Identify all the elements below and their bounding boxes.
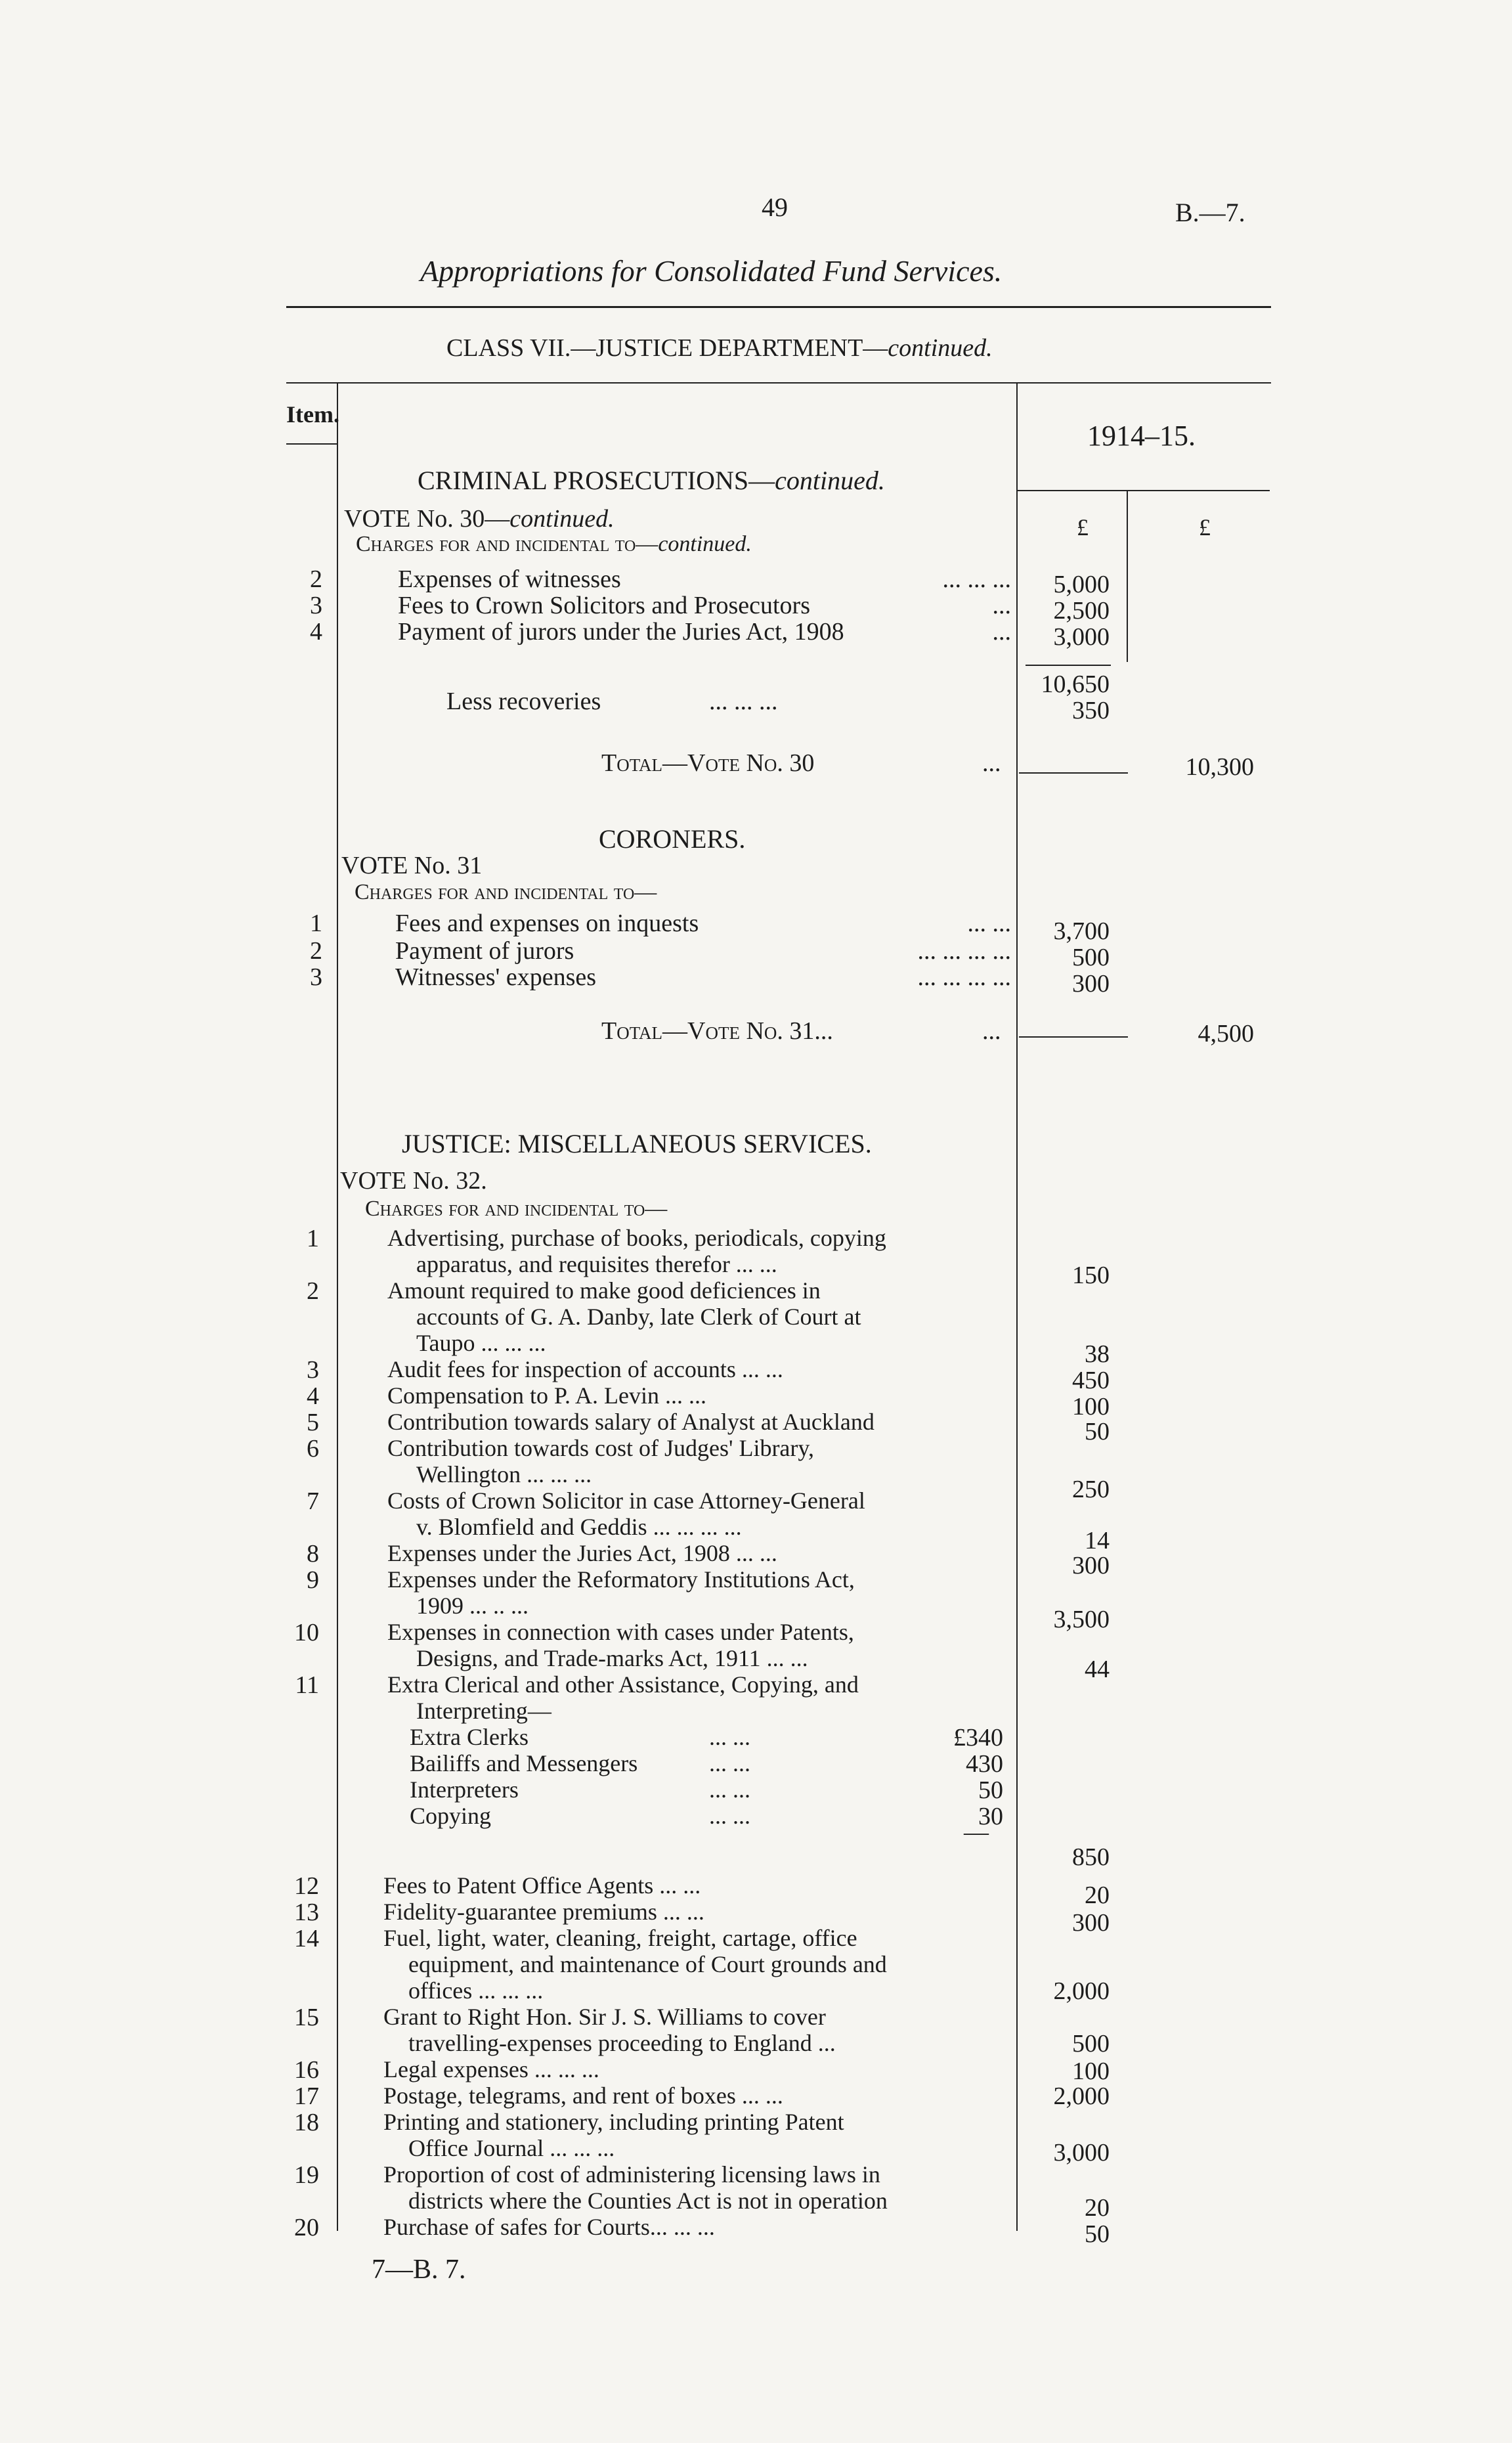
item-amount: 50 [1085,1418,1110,1445]
sub-item-amount: 30 [978,1803,1003,1830]
item-description-line: Costs of Crown Solicitor in case Attorney-General [387,1487,865,1514]
item-number: 19 [294,2161,319,2189]
leader-dots: ... [982,1017,1001,1045]
item-description: Fees to Crown Solicitors and Prosecutors [398,592,811,619]
item-number: 13 [294,1899,319,1926]
sub-item-label: Extra Clerks [410,1724,529,1750]
item-number: 2 [310,565,322,593]
vote-30-total: 10,300 [1185,753,1254,781]
table-top-rule [286,382,1271,384]
footer-signature: 7—B. 7. [372,2255,466,2285]
leader-dots: ... ... ... ... [917,963,1011,991]
item-number: 20 [294,2214,319,2241]
item-description-line: Proportion of cost of administering licensing laws in [383,2161,880,2188]
amount-column-rule [1016,382,1018,2231]
sub-item-label: Interpreters [410,1776,519,1803]
item-amount: 450 [1072,1367,1110,1394]
item-number: 12 [294,1872,319,1900]
item-amount: 300 [1072,970,1110,998]
sub-item-amount: 430 [966,1750,1003,1778]
item-amount: 100 [1072,2058,1110,2085]
item-number: 2 [310,937,322,965]
item-amount: 20 [1085,2194,1110,2222]
sub-item-amount: £340 [953,1724,1003,1751]
item-description-line: Wellington ... ... ... [416,1461,592,1487]
item-description-line: Fuel, light, water, cleaning, freight, cartage, office [383,1925,857,1951]
item-description-line: Audit fees for inspection of accounts ... ... [387,1356,783,1382]
leader-dots: ... [992,592,1011,619]
item-description-line: Contribution towards cost of Judges' Library, [387,1435,815,1461]
item-amount: 50 [1085,2220,1110,2248]
item-number: 1 [310,910,322,937]
total-rule-31 [1019,1036,1128,1038]
vote-31-total-label: Total—Vote No. 31... [601,1017,833,1045]
item-amount: 44 [1085,1656,1110,1683]
item-description-line: v. Blomfield and Geddis ... ... ... ... [416,1514,742,1540]
item-description-line: Postage, telegrams, and rent of boxes ... ... [383,2082,783,2109]
item-description-line: offices ... ... ... [408,1977,544,2004]
item-header-rule [286,443,337,445]
vote-31-label: VOTE No. 31 [341,852,483,879]
item-description: Witnesses' expenses [395,963,597,991]
sub-total-rule: — [964,1818,989,1846]
item-number: 1 [307,1225,319,1252]
item-amount: 100 [1072,1393,1110,1420]
item-amount: 500 [1072,2030,1110,2058]
vote-31-total: 4,500 [1198,1020,1254,1047]
item-number: 3 [310,963,322,991]
item-description-line: accounts of G. A. Danby, late Clerk of Court at [416,1304,861,1330]
item-description: Expenses of witnesses [398,565,621,593]
currency-symbol-amount: £ [1077,514,1089,540]
item-amount: 300 [1072,1909,1110,1937]
item-description-line: travelling-expenses proceeding to England ... [408,2030,836,2056]
item-description-line: Expenses under the Juries Act, 1908 ... ... [387,1540,777,1566]
class-heading: CLASS VII.—JUSTICE DEPARTMENT—continued. [446,334,993,362]
item-description-line: Printing and stationery, including printing Patent [383,2109,844,2135]
document-reference: B.—7. [1175,198,1245,227]
leader-dots: ... ... ... [942,565,1011,593]
item-number: 11 [295,1671,319,1699]
subtotal-column-rule [1127,491,1128,662]
leader-dots: ... ... ... [709,688,778,715]
item-amount: 150 [1072,1262,1110,1289]
item-description-line: Purchase of safes for Courts... ... ... [383,2214,715,2240]
item-number: 7 [307,1487,319,1515]
sub-item-label: Bailiffs and Messengers [410,1750,638,1776]
vote-30-total-label: Total—Vote No. 30 [601,749,815,777]
less-recoveries-label: Less recoveries [446,688,601,715]
item-number: 17 [294,2082,319,2110]
item-description: Payment of jurors [395,937,574,965]
item-description-line: districts where the Counties Act is not in operation [408,2188,888,2214]
leader-dots: ... ... [709,1776,750,1803]
item-description-line: Interpreting— [416,1698,551,1724]
item-description-line: Expenses under the Reformatory Institutions Act, [387,1566,855,1593]
year-rule [1016,490,1270,491]
page-number: 49 [762,192,788,222]
item-amount: 3,700 [1053,917,1110,945]
item-description-line: Fees to Patent Office Agents ... ... [383,1872,701,1899]
item-number: 2 [307,1277,319,1305]
leader-dots: ... ... [709,1750,750,1776]
charges-heading-32: Charges for and incidental to— [365,1197,668,1221]
item-number: 6 [307,1435,319,1463]
item-number: 18 [294,2109,319,2136]
item-amount: 500 [1072,944,1110,971]
item-description-line: Advertising, purchase of books, periodicals, copying [387,1225,886,1251]
item-number: 4 [310,618,322,646]
item-amount: 5,000 [1053,571,1110,598]
item-amount: 2,000 [1053,2082,1110,2110]
year-header: 1914–15. [1087,420,1196,452]
section-heading-coroners: CORONERS. [599,824,746,854]
item-description: Fees and expenses on inquests [395,910,699,937]
item-amount: 300 [1072,1552,1110,1579]
item-column-header: Item. [286,401,339,428]
leader-dots: ... ... [709,1803,750,1829]
item-number: 15 [294,2004,319,2031]
item-amount: 20 [1085,1882,1110,1909]
vote-32-label: VOTE No. 32. [340,1167,487,1195]
item-description-line: Compensation to P. A. Levin ... ... [387,1382,706,1409]
item-number: 5 [307,1409,319,1436]
item-amount: 250 [1072,1476,1110,1503]
charges-heading-31: Charges for and incidental to— [355,880,657,904]
sub-item-label: Copying [410,1803,492,1829]
leader-dots: ... [982,749,1001,777]
item-description: Payment of jurors under the Juries Act, 1908 [398,618,844,646]
section-heading-criminal: CRIMINAL PROSECUTIONS—continued. [418,466,885,495]
item-number: 9 [307,1566,319,1594]
item-number: 14 [294,1925,319,1952]
item-description-line: Contribution towards salary of Analyst at Auckland [387,1409,875,1435]
item-amount: 14 [1085,1527,1110,1554]
item-number: 3 [307,1356,319,1384]
subtotal-rule [1026,665,1111,666]
less-recoveries-amount: 350 [1072,697,1110,724]
item-amount: 3,000 [1053,2139,1110,2167]
leader-dots: ... ... ... ... [917,937,1011,965]
leader-dots: ... ... [709,1724,750,1750]
item-column-rule [337,382,338,2231]
item-description-line: Fidelity-guarantee premiums ... ... [383,1899,704,1925]
item-number: 10 [294,1619,319,1646]
item-number: 16 [294,2056,319,2084]
item-number: 3 [310,592,322,619]
item-amount: 38 [1085,1340,1110,1368]
item-amount: 3,500 [1053,1606,1110,1633]
page-title: Appropriations for Consolidated Fund Services. [420,254,1003,288]
item-description-line: Amount required to make good deficiences in [387,1277,821,1304]
item-description-line: 1909 ... .. ... [416,1593,529,1619]
item-amount: 2,000 [1053,1977,1110,2005]
item-description-line: Legal expenses ... ... ... [383,2056,599,2082]
title-rule [286,306,1271,308]
sub-item-amount: 50 [978,1776,1003,1804]
total-rule-30 [1019,772,1128,774]
item-11-amount: 850 [1072,1843,1110,1871]
item-number: 4 [307,1382,319,1410]
vote-30-label: VOTE No. 30—continued. [344,505,615,533]
subtotal-amount: 10,650 [1041,671,1110,698]
item-amount: 3,000 [1053,623,1110,651]
item-description-line: Expenses in connection with cases under Patents, [387,1619,854,1645]
section-heading-misc: JUSTICE: MISCELLANEOUS SERVICES. [402,1129,872,1158]
item-description-line: apparatus, and requisites therefor ... ... [416,1251,777,1277]
item-description-line: Designs, and Trade-marks Act, 1911 ... ... [416,1645,808,1671]
item-description-line: equipment, and maintenance of Court grounds and [408,1951,887,1977]
item-description-line: Extra Clerical and other Assistance, Copying, and [387,1671,859,1698]
item-number: 8 [307,1540,319,1568]
leader-dots: ... ... [967,910,1011,937]
item-description-line: Grant to Right Hon. Sir J. S. Williams to cover [383,2004,826,2030]
currency-symbol-total: £ [1199,514,1211,540]
item-amount: 2,500 [1053,597,1110,625]
charges-heading-30: Charges for and incidental to—continued. [356,532,752,556]
item-description-line: Taupo ... ... ... [416,1330,546,1356]
leader-dots: ... [992,618,1011,646]
item-description-line: Office Journal ... ... ... [408,2135,615,2161]
